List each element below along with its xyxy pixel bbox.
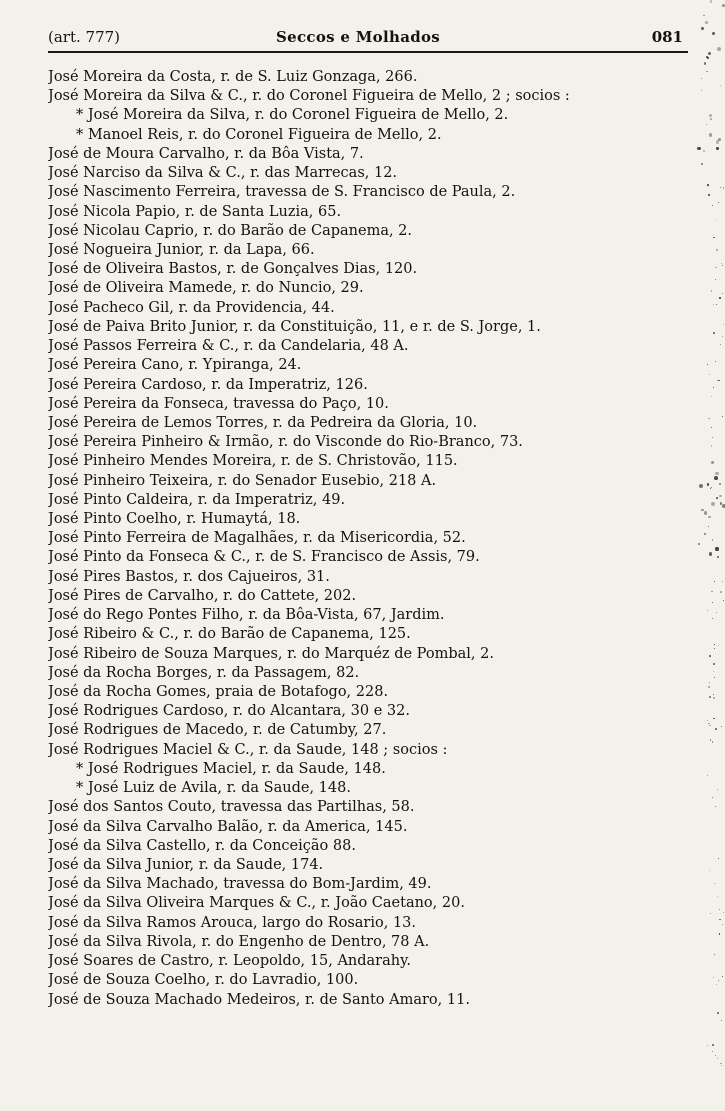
partner-entry: * José Moreira da Silva, r. do Coronel Figueira de Mello, 2. <box>76 107 509 124</box>
directory-entry: José Pinto Coelho, r. Humaytá, 18. <box>48 511 301 528</box>
scan-speck <box>713 304 714 305</box>
scan-speck <box>711 396 712 397</box>
directory-entry: José da Silva Carvalho Balão, r. da America, 145. <box>48 818 408 835</box>
scan-speck <box>719 495 721 497</box>
scan-speck <box>712 741 714 743</box>
scan-speck <box>717 1012 719 1014</box>
scan-speck <box>714 648 715 649</box>
partner-entry: * José Rodrigues Maciel, r. da Saude, 148. <box>76 760 386 777</box>
scan-speck <box>704 533 706 535</box>
scan-speck <box>713 977 714 978</box>
scan-speck <box>719 909 720 910</box>
scan-speck <box>710 739 711 740</box>
scan-speck <box>704 511 707 514</box>
article-range: (art. 777) <box>48 28 121 46</box>
scan-speck <box>716 147 719 150</box>
scan-speck <box>709 725 711 727</box>
scan-speck <box>713 697 715 699</box>
scan-speck <box>714 954 715 955</box>
directory-entry: José Rodrigues de Macedo, r. de Catumby, 27. <box>48 722 387 739</box>
scan-speck <box>720 85 721 86</box>
scan-speck <box>698 543 700 545</box>
scan-speck <box>713 663 715 665</box>
scan-speck <box>723 912 725 914</box>
scan-speck <box>722 293 723 294</box>
scan-speck <box>720 591 722 593</box>
scan-speck <box>717 789 718 790</box>
directory-entry: José Pinto Caldeira, r. da Imperatriz, 49. <box>48 491 346 508</box>
directory-entry: José da Silva Rivola, r. do Engenho de Dentro, 78 A. <box>48 933 430 950</box>
scan-speck <box>716 984 717 985</box>
partner-entry: * José Luiz de Avila, r. da Saude, 148. <box>76 780 351 797</box>
scan-speck <box>711 461 714 464</box>
scan-speck <box>719 933 720 934</box>
directory-entry: José Pinheiro Teixeira, r. do Senador Eusebio, 218 A. <box>48 472 437 489</box>
scan-speck <box>714 581 715 582</box>
directory-entry: José Rodrigues Maciel & C., r. da Saude, 148 ; socios : <box>48 741 448 758</box>
scan-speck <box>720 187 721 188</box>
directory-entry: José Pereira Cardoso, r. da Imperatriz, 126. <box>48 376 368 393</box>
scan-speck <box>718 202 719 203</box>
scan-speck <box>713 671 714 672</box>
directory-entry: José Pacheco Gil, r. da Providencia, 44. <box>48 299 335 316</box>
directory-entry: José de Paiva Brito Junior, r. da Constituição, 11, e r. de S. Jorge, 1. <box>48 318 541 335</box>
scan-speck <box>712 32 715 35</box>
directory-entry: José Nascimento Ferreira, travessa de S. Francisco de Paula, 2. <box>48 184 516 201</box>
directory-entry: José de Souza Machado Medeiros, r. de Santo Amaro, 11. <box>48 991 470 1008</box>
scan-speck <box>715 1055 716 1056</box>
scan-speck <box>709 682 710 683</box>
scan-speck <box>712 797 713 798</box>
scan-speck <box>708 516 710 518</box>
directory-entry: José Nicolau Caprio, r. do Barão de Capanema, 2. <box>48 222 413 239</box>
directory-entry: José da Silva Oliveira Marques & C., r. João Caetano, 20. <box>48 895 465 912</box>
scan-speck <box>710 913 711 914</box>
directory-entry: José Pereira Cano, r. Ypiranga, 24. <box>48 357 302 374</box>
scan-speck <box>709 655 711 657</box>
directory-entry: José Pinheiro Mendes Moreira, r. de S. Christovão, 115. <box>48 453 458 470</box>
directory-entry: José de Souza Coelho, r. do Lavradio, 100. <box>48 972 359 989</box>
scan-speck <box>711 290 713 292</box>
scan-speck <box>712 1044 714 1046</box>
scan-speck <box>713 332 715 334</box>
scan-speck <box>713 694 714 695</box>
scan-edge-speckle <box>689 0 725 1111</box>
scan-speck <box>712 602 713 603</box>
directory-entry: José Nicola Papio, r. de Santa Luzia, 65. <box>48 203 342 220</box>
scan-speck <box>710 0 712 2</box>
scan-speck <box>718 980 719 981</box>
directory-entry: José Pereira da Fonseca, travessa do Paço, 10. <box>48 395 389 412</box>
section-title: Seccos e Molhados <box>276 28 441 46</box>
scan-speck <box>712 539 713 540</box>
scan-speck <box>706 71 708 73</box>
scan-speck <box>717 47 721 51</box>
scan-speck <box>715 472 718 475</box>
scan-speck <box>703 150 705 152</box>
scan-speck <box>713 718 715 720</box>
scan-speck <box>715 547 718 550</box>
directory-entry: José Nogueira Junior, r. da Lapa, 66. <box>48 241 315 258</box>
scan-speck <box>705 21 708 24</box>
scan-speck <box>722 976 723 977</box>
scan-speck <box>721 263 722 264</box>
scan-speck <box>722 924 723 925</box>
directory-entry: José Soares de Castro, r. Leopoldo, 15, Andarahy. <box>48 953 411 970</box>
directory-entry: José da Silva Machado, travessa do Bom-Jardim, 49. <box>48 876 432 893</box>
page-header <box>48 28 697 50</box>
scan-speck <box>714 644 715 645</box>
directory-entry: José Pereira Pinheiro & Irmão, r. do Visconde do Rio-Branco, 73. <box>48 434 523 451</box>
scan-speck <box>717 556 720 559</box>
scan-speck <box>701 78 702 79</box>
header-rule <box>48 51 688 53</box>
scan-speck <box>716 140 720 144</box>
directory-entry: José Rodrigues Cardoso, r. do Alcantara, 30 e 32. <box>48 703 410 720</box>
directory-entry: José Pires de Carvalho, r. do Cattete, 202. <box>48 587 357 604</box>
scan-speck <box>715 361 716 362</box>
scan-speck <box>712 618 714 620</box>
directory-entry: José Passos Ferreira & C., r. da Candelaria, 48 A. <box>48 338 409 355</box>
scan-speck <box>716 612 717 613</box>
directory-entry: José Ribeiro & C., r. do Barão de Capanema, 125. <box>48 626 411 643</box>
scan-speck <box>715 728 717 730</box>
scan-speck <box>719 919 721 921</box>
scan-speck <box>717 1058 718 1059</box>
scan-speck <box>721 1065 722 1066</box>
scan-speck <box>715 220 716 221</box>
scan-speck <box>707 364 708 365</box>
scan-speck <box>709 114 712 117</box>
directory-entry: José dos Santos Couto, travessa das Partilhas, 58. <box>48 799 415 816</box>
directory-entry: José de Moura Carvalho, r. da Bôa Vista, 7. <box>48 145 364 162</box>
directory-entry: José Pinto Ferreira de Magalhães, r. da Misericordia, 52. <box>48 530 466 547</box>
directory-entry: José do Rego Pontes Filho, r. da Bôa-Vista, 67, Jardim. <box>48 607 445 624</box>
scan-speck <box>708 194 710 196</box>
scan-speck <box>722 416 724 418</box>
scan-speck <box>704 62 706 64</box>
scan-speck <box>715 279 716 280</box>
directory-entry: José da Silva Ramos Arouca, largo do Rosario, 13. <box>48 914 417 931</box>
scan-speck <box>718 645 719 646</box>
scan-speck <box>708 686 709 687</box>
scan-speck <box>711 591 712 592</box>
scan-speck <box>711 445 712 446</box>
scan-speck <box>715 806 716 807</box>
directory-entry: José de Oliveira Bastos, r. de Gonçalves Dias, 120. <box>48 261 418 278</box>
scan-speck <box>718 380 719 381</box>
scan-speck <box>718 858 719 859</box>
page-number: 081 <box>651 28 683 46</box>
scan-speck <box>701 27 704 30</box>
scan-speck <box>721 726 722 727</box>
scan-speck <box>709 133 713 137</box>
scan-speck <box>715 267 716 268</box>
scan-speck <box>722 581 723 582</box>
scan-speck <box>717 896 718 897</box>
scan-speck <box>708 526 709 527</box>
partner-entry: * Manoel Reis, r. do Coronel Figueira de Mello, 2. <box>76 126 442 143</box>
directory-entry: José Narciso da Silva & C., r. das Marrecas, 12. <box>48 165 398 182</box>
scan-speck <box>722 265 723 266</box>
scan-speck <box>706 124 707 125</box>
scan-speck <box>713 387 714 388</box>
directory-entry: José da Silva Junior, r. da Saude, 174. <box>48 856 324 873</box>
scan-speck <box>714 677 715 678</box>
scan-speck <box>703 15 704 16</box>
scan-speck <box>707 1045 708 1046</box>
scan-speck <box>709 374 711 376</box>
scan-speck <box>707 775 708 776</box>
scan-speck <box>712 205 713 206</box>
scan-speck <box>713 237 715 239</box>
scan-speck <box>716 497 718 499</box>
directory-entry: José Moreira da Costa, r. de S. Luiz Gonzaga, 266. <box>48 69 418 85</box>
scan-speck <box>711 502 715 506</box>
scan-speck <box>697 147 700 150</box>
scan-speck <box>712 1051 713 1052</box>
scan-speck <box>709 696 711 698</box>
scan-speck <box>708 418 709 419</box>
directory-entry: José de Oliveira Mamede, r. do Nuncio, 29. <box>48 280 364 297</box>
scan-speck <box>710 118 712 120</box>
scan-speck <box>723 600 724 601</box>
scan-speck <box>719 297 721 299</box>
scan-speck <box>707 720 708 721</box>
entry-list <box>48 68 688 1010</box>
directory-entry: José Ribeiro de Souza Marques, r. do Marquéz de Pombal, 2. <box>48 645 494 662</box>
scan-speck <box>720 344 721 345</box>
directory-entry: José da Rocha Borges, r. da Passagem, 82. <box>48 664 360 681</box>
directory-entry: José Pires Bastos, r. dos Cajueiros, 31. <box>48 568 330 585</box>
directory-entry: José Pereira de Lemos Torres, r. da Pedreira da Gloria, 10. <box>48 414 478 431</box>
scan-speck <box>708 52 711 55</box>
directory-entry: José Pinto da Fonseca & C., r. de S. Francisco de Assis, 79. <box>48 549 480 566</box>
scan-speck <box>716 249 717 250</box>
scan-speck <box>722 336 723 337</box>
scan-speck <box>723 187 724 188</box>
scan-speck <box>711 487 712 488</box>
scan-speck <box>714 476 718 480</box>
scan-speck <box>719 483 721 485</box>
scan-speck <box>721 1020 723 1022</box>
directory-entry: José da Rocha Gomes, praia de Botafogo, 228. <box>48 684 389 700</box>
scan-speck <box>711 427 712 428</box>
scan-speck <box>701 90 702 91</box>
scan-speck <box>707 610 708 611</box>
scan-speck <box>714 883 715 884</box>
directory-entry: José Moreira da Silva & C., r. do Coronel Figueira de Mello, 2 ; socios : <box>48 88 570 105</box>
scan-speck <box>707 483 710 486</box>
scan-speck <box>707 184 709 186</box>
scan-speck <box>701 163 703 165</box>
scan-speck <box>699 484 703 488</box>
scan-speck <box>716 304 717 305</box>
scan-speck <box>709 870 710 871</box>
directory-entry: José da Silva Castello, r. da Conceição 88. <box>48 837 356 854</box>
scan-speck <box>709 552 713 556</box>
scan-speck <box>712 437 713 438</box>
scan-speck <box>723 324 724 325</box>
